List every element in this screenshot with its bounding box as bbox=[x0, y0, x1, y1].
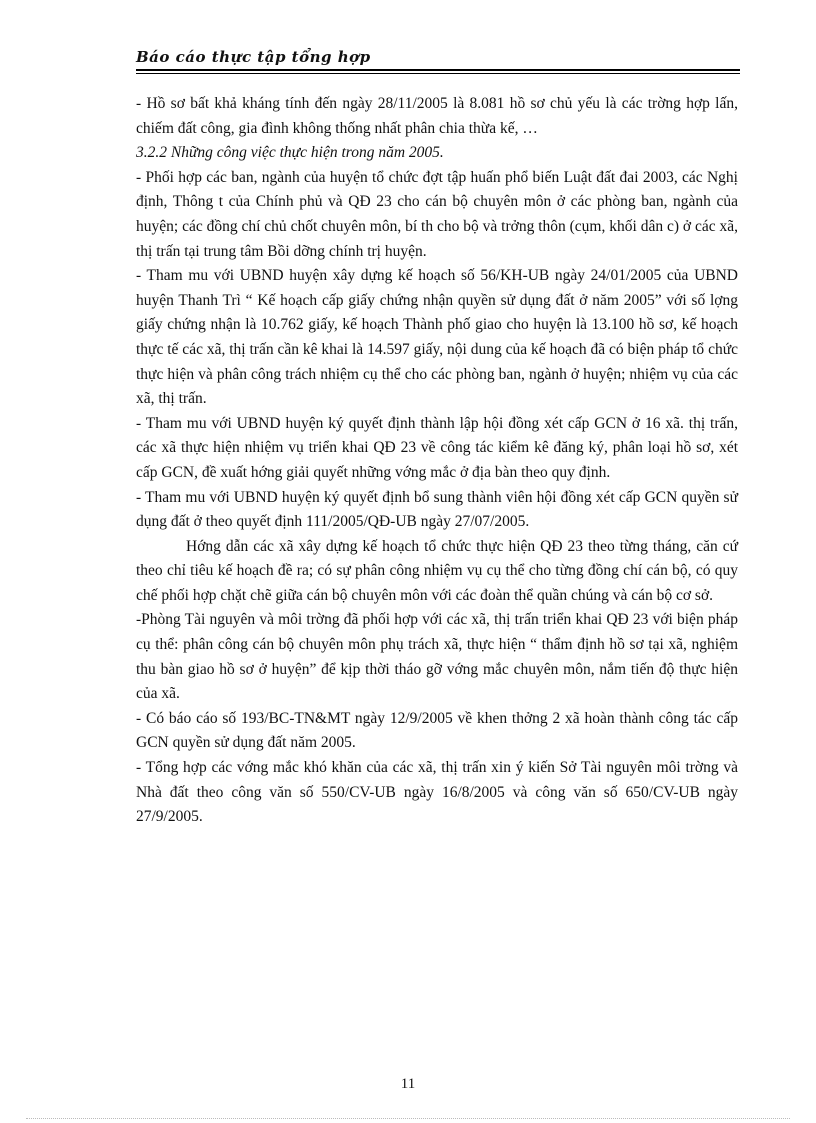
paragraph-9: - Tổng hợp các vớng mắc khó khăn của các xã, thị trấn xin ý kiến Sở Tài nguyên môi trờng và Nhà đất theo công văn số 550/CV-UB ngày 16/8/2005 và công văn số 650/CV-UB ngày 27/9/2005. bbox=[136, 759, 738, 826]
page-header bbox=[136, 48, 740, 66]
paragraph-3: - Tham mu với UBND huyện xây dựng kế hoạch số 56/KH-UB ngày 24/01/2005 của UBND huyện Thanh Trì “ Kế hoạch cấp giấy chứng nhận quyền sử dụng đất ở năm 2005” với số lợng giấy chứng nhận là 10.762 giấy, kế hoạch Thành phố giao cho huyện là 13.100 hồ sơ, kế hoạch thực tế các xã, thị trấn cần kê khai là 14.597 giấy, nội dung của kế hoạch đã có biện pháp tổ chức thực hiện và phân công trách nhiệm cụ thể cho các phòng ban, ngành ở huyện; nhiệm vụ của các xã, thị trấn. bbox=[136, 267, 738, 408]
header-title: Báo cáo thực tập tổng hợp bbox=[136, 48, 371, 66]
page-number: 11 bbox=[400, 1076, 416, 1092]
header-rule-thick bbox=[136, 69, 740, 71]
paragraph-1: - Hồ sơ bất khả kháng tính đến ngày 28/11/2005 là 8.081 hồ sơ chủ yếu là các trờng hợp lấn, chiếm đất công, gia đình không thống nhất phân chia thừa kế, … bbox=[136, 95, 738, 137]
paragraph-4: - Tham mu với UBND huyện ký quyết định thành lập hội đồng xét cấp GCN ở 16 xã. thị trấn, các xã thực hiện nhiệm vụ triển khai QĐ 23 về công tác kiểm kê đăng ký, phân loại hồ sơ, xét cấp GCN, đề xuất hớng giải quyết những vớng mắc ở địa bàn theo quy định. bbox=[136, 414, 738, 481]
paragraph-2: - Phối hợp các ban, ngành của huyện tổ chức đợt tập huấn phổ biến Luật đất đai 2003, các Nghị định, Thông t của Chính phủ và QĐ 23 cho cán bộ chuyên môn ở các phòng ban, ngành của huyện; các đồng chí chủ chốt chuyên môn, bí th cho bộ và trởng thôn (cụm, khối dân c) ở các xã, thị trấn tại trung tâm Bồi dỡng chính trị huyện. bbox=[136, 168, 738, 260]
paragraph-7: -Phòng Tài nguyên và môi trờng đã phối hợp với các xã, thị trấn triển khai QĐ 23 với biện pháp cụ thể: phân công cán bộ chuyên môn phụ trách xã, thực hiện “ thẩm định hồ sơ tại xã, nghiệm thu bàn giao hồ sơ ở huyện” để kịp thời tháo gỡ vớng mắc chuyên môn, nắm tiến độ thực hiện của xã. bbox=[136, 611, 738, 703]
paragraph-6: Hớng dẫn các xã xây dựng kế hoạch tổ chức thực hiện QĐ 23 theo từng tháng, căn cứ theo chỉ tiêu kế hoạch đề ra; có sự phân công nhiệm vụ cụ thể cho từng đồng chí cán bộ, có quy chế phối hợp chặt chẽ giữa cán bộ chuyên môn với các đoàn thể quần chúng và cán bộ cơ sở. bbox=[136, 537, 738, 604]
section-heading: 3.2.2 Những công việc thực hiện trong năm 2005. bbox=[136, 144, 444, 162]
header-rule-thin bbox=[136, 73, 740, 74]
paragraph-8: - Có báo cáo số 193/BC-TN&MT ngày 12/9/2005 về khen thởng 2 xã hoàn thành công tác cấp GCN quyền sử dụng đất năm 2005. bbox=[136, 709, 738, 752]
page-bottom-border bbox=[26, 1118, 790, 1119]
paragraph-5: - Tham mu với UBND huyện ký quyết định bổ sung thành viên hội đồng xét cấp GCN quyền sử dụng đất ở theo quyết định 111/2005/QĐ-UB ngày 27/07/2005. bbox=[136, 488, 738, 531]
document-body bbox=[136, 92, 738, 830]
